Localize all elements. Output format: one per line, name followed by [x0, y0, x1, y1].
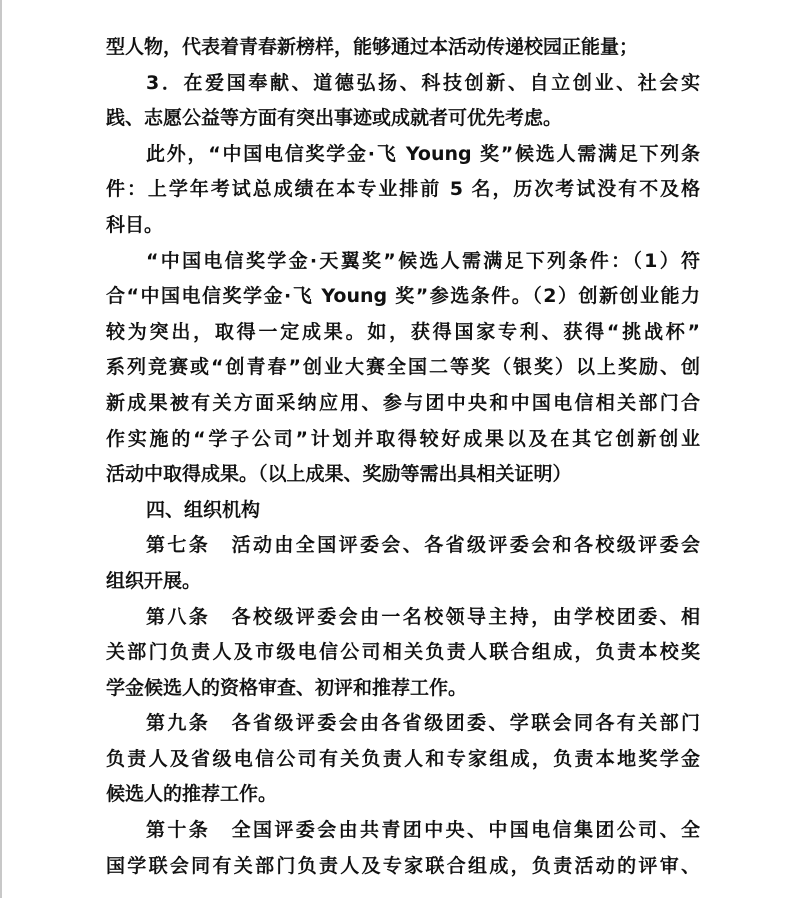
text-line: 3．在爱国奉献、道德弘扬、科技创新、自立创业、社会实: [146, 71, 700, 94]
text-line: 件：上学年考试总成绩在本专业排前 5 名，历次考试没有不及格: [106, 178, 700, 201]
text-line: 第八条 各校级评委会由一名校领导主持，由学校团委、相: [146, 605, 700, 628]
text-line: 第七条 活动由全国评委会、各省级评委会和各校级评委会: [146, 534, 700, 557]
text-line: 此外，“中国电信奖学金·飞 Young 奖”候选人需满足下列条: [146, 142, 700, 165]
text-line: 第十条 全国评委会由共青团中央、中国电信集团公司、全: [146, 819, 700, 842]
text-line: 国学联会同有关部门负责人及专家联合组成，负责活动的评审、: [106, 854, 700, 877]
text-line: 系列竞赛或“创青春”创业大赛全国二等奖（银奖）以上奖励、创: [106, 356, 700, 379]
text-line: 型人物，代表着青春新榜样，能够通过本活动传递校园正能量；: [106, 36, 639, 58]
text-line: 活动中取得成果。（以上成果、奖励等需出具相关证明）: [106, 463, 572, 486]
text-line: 第九条 各省级评委会由各省级团委、学联会同各有关部门: [146, 712, 700, 735]
text-line: 四、组织机构: [146, 498, 261, 521]
text-line: “中国电信奖学金·天翼奖”候选人需满足下列条件：（1）符: [146, 249, 700, 272]
text-line: 关部门负责人及市级电信公司相关负责人联合组成，负责本校奖: [106, 641, 700, 664]
document-body: [106, 30, 700, 884]
text-line: 较为突出，取得一定成果。如，获得国家专利、获得“挑战杯”: [106, 320, 700, 343]
text-line: 候选人的推荐工作。: [106, 783, 278, 806]
text-line: 负责人及省级电信公司有关负责人和专家组成，负责本地奖学金: [106, 747, 700, 770]
text-line: 组织开展。: [106, 569, 202, 592]
text-line: 践、志愿公益等方面有突出事迹或成就者可优先考虑。: [106, 107, 563, 130]
text-line: 新成果被有关方面采纳应用、参与团中央和中国电信相关部门合: [106, 391, 700, 414]
text-line: 学金候选人的资格审查、初评和推荐工作。: [106, 676, 468, 699]
text-line: 作实施的“学子公司”计划并取得较好成果以及在其它创新创业: [106, 427, 700, 450]
text-line: 合“中国电信奖学金·飞 Young 奖”参选条件。（2）创新创业能力: [106, 285, 700, 308]
text-line: 科目。: [106, 213, 164, 236]
